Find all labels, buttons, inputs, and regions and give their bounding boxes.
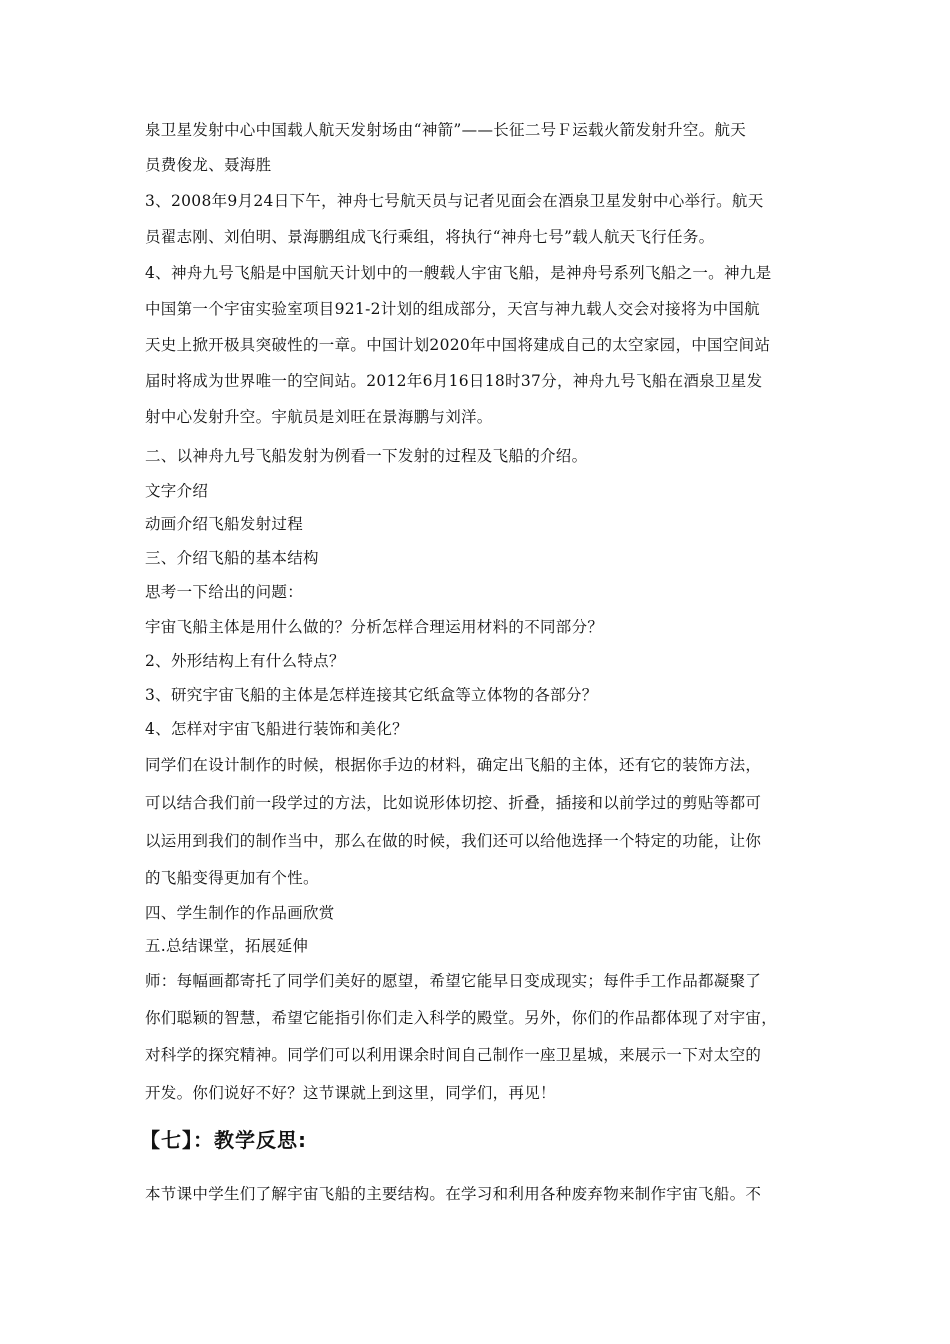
- paragraph-line: 对科学的探究精神。同学们可以利用课余时间自己制作一座卫星城，来展示一下对太空的: [145, 1046, 762, 1064]
- paragraph-line: 宇宙飞船主体是用什么做的？分析怎样合理运用材料的不同部分？: [145, 618, 604, 636]
- paragraph-line: 届时将成为世界唯一的空间站。2012年6月16日18时37分，神舟九号飞船在酒泉卫星发: [145, 372, 763, 390]
- paragraph-line: 你们聪颖的智慧，希望它能指引你们走入科学的殿堂。另外，你们的作品都体现了对宇宙，: [145, 1009, 778, 1027]
- paragraph-line: 员费俊龙、聂海胜: [145, 156, 272, 174]
- paragraph-line: 射中心发射升空。宇航员是刘旺在景海鹏与刘洋。: [145, 408, 493, 426]
- paragraph-line: 员翟志刚、刘伯明、景海鹏组成飞行乘组，将执行“神舟七号”载人航天飞行任务。: [145, 228, 715, 246]
- paragraph-line: 泉卫星发射中心中国载人航天发射场由“神箭”——长征二号Ｆ运载火箭发射升空。航天: [145, 121, 747, 139]
- paragraph-line: 中国第一个宇宙实验室项目921-2计划的组成部分，天宫与神九载人交会对接将为中国航: [145, 300, 760, 318]
- paragraph-line: 三、介绍飞船的基本结构: [145, 549, 319, 567]
- paragraph-line: 二、以神舟九号飞船发射为例看一下发射的过程及飞船的介绍。: [145, 447, 588, 465]
- paragraph-line: 师：每幅画都寄托了同学们美好的愿望，希望它能早日变成现实；每件手工作品都凝聚了: [145, 972, 762, 990]
- paragraph-line: 的飞船变得更加有个性。: [145, 869, 319, 887]
- paragraph-line: 2、外形结构上有什么特点？: [145, 652, 345, 670]
- paragraph-line: 以运用到我们的制作当中，那么在做的时候，我们还可以给他选择一个特定的功能，让你: [145, 832, 762, 850]
- paragraph-line: 开发。你们说好不好？这节课就上到这里，同学们，再见！: [145, 1084, 556, 1102]
- paragraph-line: 动画介绍飞船发射过程: [145, 515, 304, 533]
- paragraph-line: 思考一下给出的问题：: [145, 583, 304, 601]
- paragraph-line: 五.总结课堂，拓展延伸: [145, 937, 309, 955]
- paragraph-line: 文字介绍: [145, 482, 209, 500]
- paragraph-line: 3、2008年9月24日下午，神舟七号航天员与记者见面会在酒泉卫星发射中心举行。航天: [145, 192, 764, 210]
- paragraph-line: 4、怎样对宇宙飞船进行装饰和美化？: [145, 720, 408, 738]
- paragraph-line: 可以结合我们前一段学过的方法，比如说形体切挖、折叠，插接和以前学过的剪贴等都可: [145, 794, 762, 812]
- paragraph-line: 同学们在设计制作的时候，根据你手边的材料，确定出飞船的主体，还有它的装饰方法，: [145, 756, 762, 774]
- paragraph-line: 本节课中学生们了解宇宙飞船的主要结构。在学习和利用各种废弃物来制作宇宙飞船。不: [145, 1185, 762, 1203]
- paragraph-line: 4、神舟九号飞船是中国航天计划中的一艘载人宇宙飞船，是神舟号系列飞船之一。神九是: [145, 264, 772, 282]
- paragraph-line: 四、学生制作的作品画欣赏: [145, 904, 335, 922]
- paragraph-line: 3、研究宇宙飞船的主体是怎样连接其它纸盒等立体物的各部分？: [145, 686, 598, 704]
- section-heading: 【七】：教学反思:: [140, 1128, 307, 1152]
- paragraph-line: 天史上掀开极具突破性的一章。中国计划2020年中国将建成自己的太空家园，中国空间站: [145, 336, 771, 354]
